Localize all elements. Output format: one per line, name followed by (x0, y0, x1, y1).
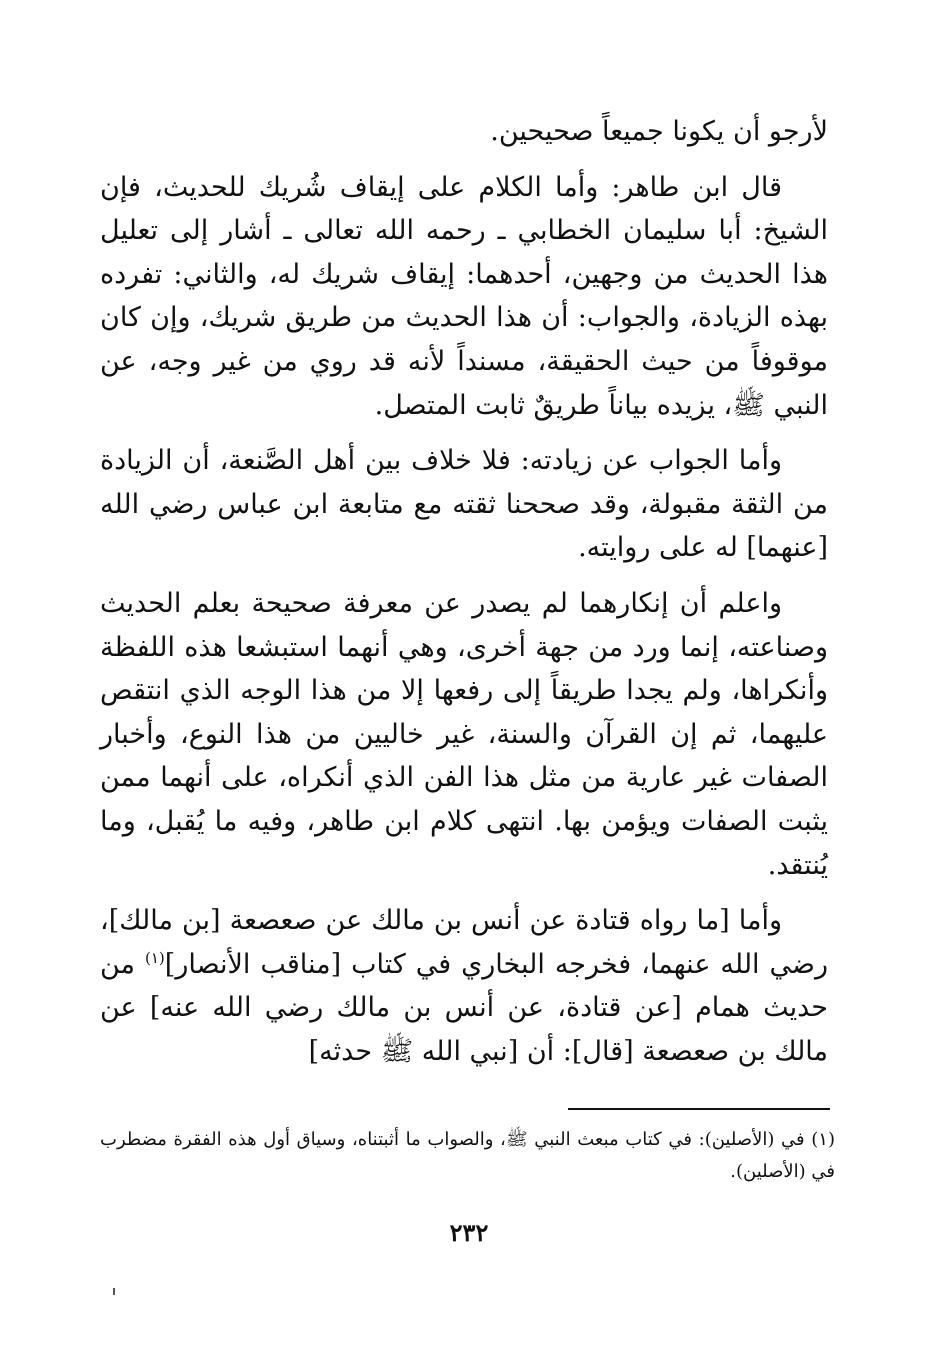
paragraph-5-part-1: وأما [ما رواه قتادة عن أنس بن مالك عن صعصعة [بن مالك]، رضي الله عنهما، فخرجه البخاري في كتاب [مناقب الأنصار] (100, 905, 828, 980)
scan-speck (113, 1288, 115, 1295)
footnote-divider (568, 1108, 830, 1110)
paragraph-4: واعلم أن إنكارهما لم يصدر عن معرفة صحيحة بعلم الحديث وصناعته، إنما ورد من جهة أخرى، وهي أنهما استبشعا هذه اللفظة وأنكراها، ولم يجدا طريقاً إلى رفعها إلا من هذا الوجه الذي انتقص عليهما، ثم إن القرآن والسنة، غير خاليين من هذا النوع، وأخبار الصفات غير عارية من مثل هذا الفن الذي أنكراه، على أنهما ممن يثبت الصفات ويؤمن بها. انتهى كلام ابن طاهر، وفيه ما يُقبل، وما يُنتقد. (100, 587, 828, 881)
paragraph-5-part-2: من حديث همام [عن قتادة، عن أنس بن مالك رضي الله عنه] عن مالك بن صعصعة [قال]: أن [نبي الله ﷺ حدثه] (100, 948, 828, 1067)
footnote: (١) في (الأصلين): في كتاب مبعث النبي ﷺ، والصواب ما أثبتناه، وسياق أول هذه الفقرة مضطرب في (الأصلين). (100, 1129, 835, 1182)
paragraph-3: وأما الجواب عن زيادته: فلا خلاف بين أهل الصَّنعة، أن الزيادة من الثقة مقبولة، وقد صححنا ثقته مع متابعة ابن عباس رضي الله [عنهما] له على روايته. (100, 445, 828, 564)
paragraph-2: قال ابن طاهر: وأما الكلام على إيقاف شُريك للحديث، فإن الشيخ: أبا سليمان الخطابي ـ رحمه الله تعالى ـ أشار إلى تعليل هذا الحديث من وجهين، أحدهما: إيقاف شريك له، والثاني: تفرده بهذه الزيادة، والجواب: أن هذا الحديث من طريق شريك، وإن كان موقوفاً من حيث الحقيقة، مسنداً لأنه قد روي من غير وجه، عن النبي ﷺ، يزيده بياناً طريقٌ ثابت المتصل. (100, 171, 828, 421)
footnote-marker: (١) (145, 948, 165, 967)
page-number: ٢٣٢ (449, 1218, 489, 1247)
paragraph-1: لأرجو أن يكونا جميعاً صحيحين. (490, 116, 828, 147)
main-text (100, 110, 828, 1085)
paragraph-5 (100, 899, 828, 1073)
